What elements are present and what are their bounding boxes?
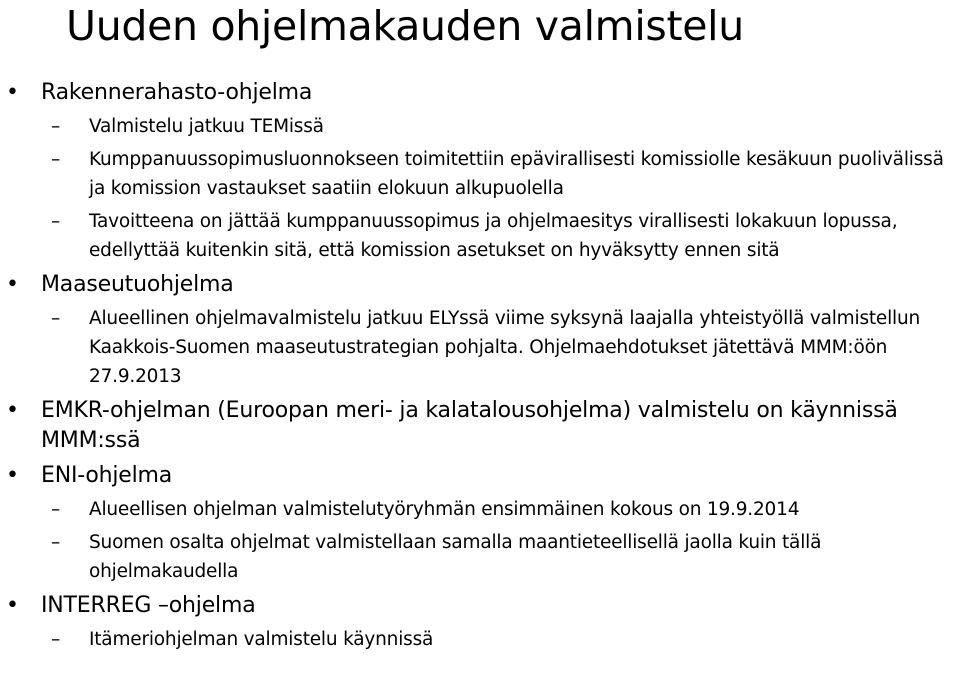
slide-title: Uuden ohjelmakauden valmistelu	[66, 2, 744, 50]
dash-icon: –	[51, 532, 61, 553]
dash-icon: –	[51, 499, 61, 520]
bullet-dot-icon: •	[6, 593, 19, 618]
sub-bullet-valmistelutyoryhma	[51, 495, 955, 524]
bullet-dot-icon: •	[6, 398, 19, 423]
dash-icon: –	[51, 308, 61, 329]
bullet-text: EMKR-ohjelman (Euroopan meri- ja kalatalousohjelma) valmistelu on käynnissä MMM:ssä	[41, 398, 898, 453]
bullet-dot-icon: •	[6, 80, 19, 105]
slide-content	[0, 78, 960, 654]
sub-bullet-text: Alueellinen ohjelmavalmistelu jatkuu ELYssä viime syksynä laajalla yhteistyöllä valmistellun Kaakkois-Suomen maaseutustrategian pohjalta. Ohjelmaehdotukset jätettävä MMM:öön 27.9.2013	[89, 308, 921, 387]
bullet-text: Rakennerahasto-ohjelma	[41, 80, 313, 105]
sub-bullet-text: Kumppanuussopimusluonnokseen toimitettiin epävirallisesti komissiolle kesäkuun puolivälissä ja komission vastaukset saatiin elokuun alkupuolella	[89, 149, 944, 199]
bullet-interreg-ohjelma	[6, 591, 946, 621]
bullet-eni-ohjelma	[6, 461, 946, 491]
sub-bullet-text: Itämeriohjelman valmistelu käynnissä	[89, 629, 434, 650]
sub-bullet-alueellinen-ohjelmavalmistelu	[51, 304, 955, 391]
bullet-text: Maaseutuohjelma	[41, 272, 234, 297]
sub-bullet-text: Suomen osalta ohjelmat valmistellaan samalla maantieteellisellä jaolla kuin tällä ohjelmakaudella	[89, 532, 822, 582]
bullet-dot-icon: •	[6, 463, 19, 488]
dash-icon: –	[51, 211, 61, 232]
dash-icon: –	[51, 629, 61, 650]
sub-bullet-tavoitteena	[51, 207, 955, 265]
bullet-text: ENI-ohjelma	[41, 463, 173, 488]
sub-bullet-kumppanuussopimusluonnos	[51, 145, 955, 203]
bullet-maaseutuohjelma	[6, 270, 946, 300]
dash-icon: –	[51, 116, 61, 137]
sub-bullet-valmistelu-temissa	[51, 112, 955, 141]
bullet-text: INTERREG –ohjelma	[41, 593, 256, 618]
sub-bullet-text: Alueellisen ohjelman valmistelutyöryhmän ensimmäinen kokous on 19.9.2014	[89, 499, 800, 520]
dash-icon: –	[51, 149, 61, 170]
sub-bullet-text: Tavoitteena on jättää kumppanuussopimus ja ohjelmaesitys virallisesti lokakuun lopussa, edellyttää kuitenkin sitä, että komission asetukset on hyväksytty ennen sitä	[89, 211, 898, 261]
bullet-dot-icon: •	[6, 272, 19, 297]
sub-bullet-suomen-osalta	[51, 528, 955, 586]
sub-bullet-text: Valmistelu jatkuu TEMissä	[89, 116, 324, 137]
sub-bullet-itameriohjelma	[51, 625, 955, 654]
bullet-emkr-ohjelma	[6, 396, 946, 456]
bullet-rakennerahasto-ohjelma	[6, 78, 946, 108]
